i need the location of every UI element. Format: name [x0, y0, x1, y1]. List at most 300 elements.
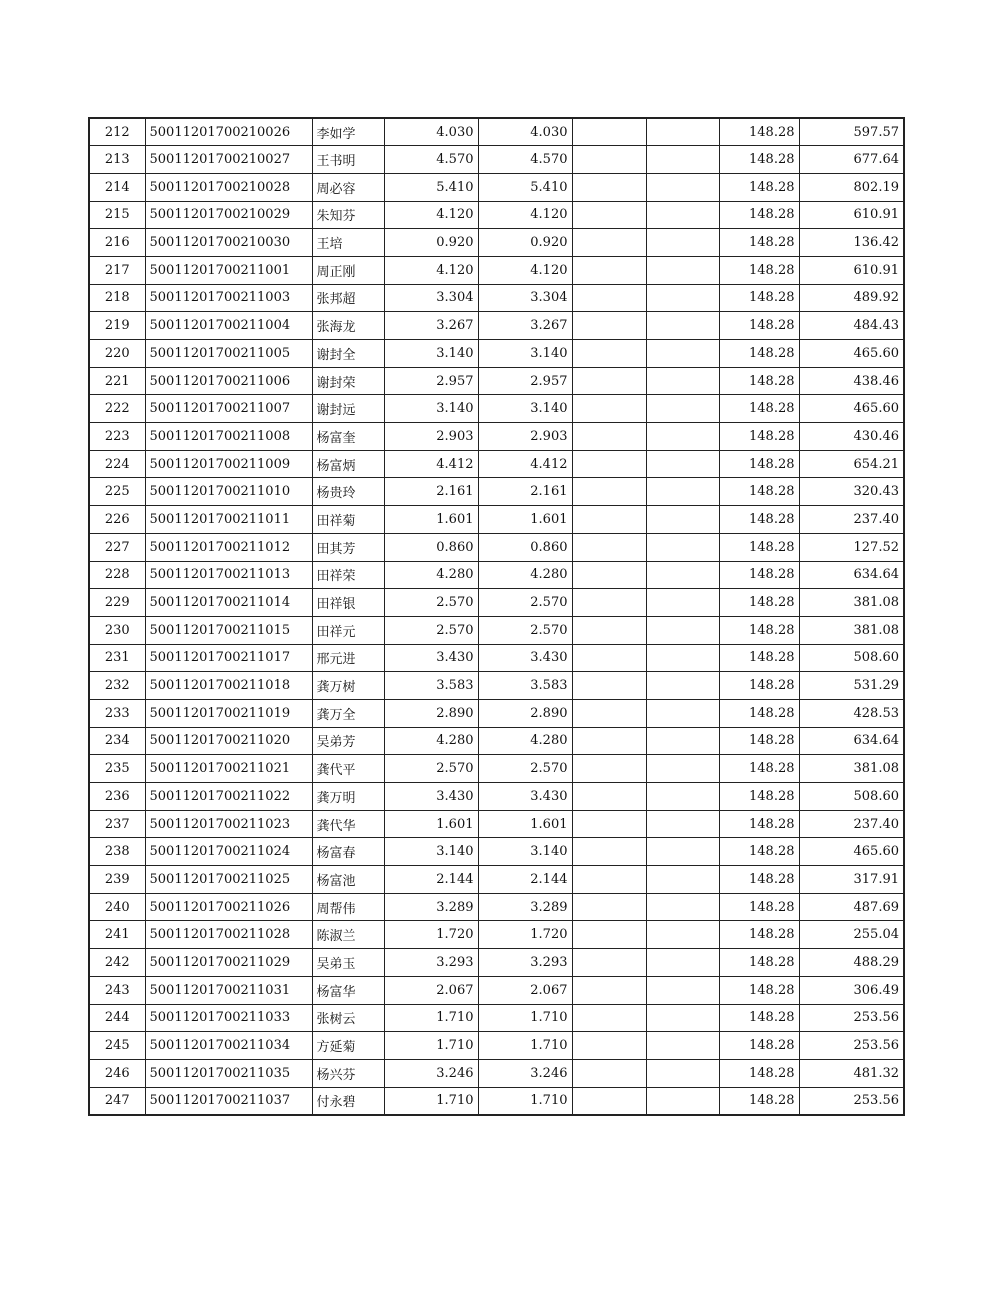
rate-cell: 148.28 — [719, 1004, 799, 1032]
blank-cell — [646, 838, 719, 866]
table-row — [89, 893, 904, 921]
confirmed-area-cell: 4.030 — [478, 118, 572, 146]
rate-cell: 148.28 — [719, 478, 799, 506]
area-cell: 2.570 — [384, 616, 478, 644]
blank-cell — [646, 644, 719, 672]
rate-cell: 148.28 — [719, 616, 799, 644]
confirmed-area-cell: 4.570 — [478, 146, 572, 174]
name-cell: 龚代华 — [312, 810, 384, 838]
name-cell: 杨富奎 — [312, 423, 384, 451]
amount-cell: 481.32 — [799, 1059, 904, 1087]
area-cell: 2.890 — [384, 699, 478, 727]
row-number-cell: 212 — [89, 118, 145, 146]
name-cell: 张海龙 — [312, 312, 384, 340]
area-cell: 2.067 — [384, 976, 478, 1004]
blank-cell — [572, 1004, 646, 1032]
account-id-cell: 50011201700210028 — [145, 173, 312, 201]
blank-cell — [646, 423, 719, 451]
account-id-cell: 50011201700211034 — [145, 1032, 312, 1060]
blank-cell — [572, 284, 646, 312]
table-row — [89, 340, 904, 368]
area-cell: 1.710 — [384, 1087, 478, 1115]
table-row — [89, 949, 904, 977]
confirmed-area-cell: 2.144 — [478, 866, 572, 894]
confirmed-area-cell: 1.720 — [478, 921, 572, 949]
area-cell: 3.289 — [384, 893, 478, 921]
table-row — [89, 1059, 904, 1087]
amount-cell: 488.29 — [799, 949, 904, 977]
blank-cell — [646, 284, 719, 312]
blank-cell — [646, 478, 719, 506]
blank-cell — [572, 423, 646, 451]
blank-cell — [572, 949, 646, 977]
blank-cell — [572, 478, 646, 506]
confirmed-area-cell: 4.120 — [478, 201, 572, 229]
area-cell: 3.140 — [384, 340, 478, 368]
account-id-cell: 50011201700210029 — [145, 201, 312, 229]
row-number-cell: 224 — [89, 450, 145, 478]
row-number-cell: 240 — [89, 893, 145, 921]
area-cell: 2.144 — [384, 866, 478, 894]
table-row — [89, 118, 904, 146]
row-number-cell: 246 — [89, 1059, 145, 1087]
blank-cell — [646, 893, 719, 921]
area-cell: 3.430 — [384, 644, 478, 672]
rate-cell: 148.28 — [719, 561, 799, 589]
row-number-cell: 216 — [89, 229, 145, 257]
area-cell: 1.710 — [384, 1032, 478, 1060]
blank-cell — [646, 118, 719, 146]
blank-cell — [572, 893, 646, 921]
table-row — [89, 478, 904, 506]
blank-cell — [572, 256, 646, 284]
amount-cell: 654.21 — [799, 450, 904, 478]
name-cell: 周正刚 — [312, 256, 384, 284]
blank-cell — [572, 699, 646, 727]
blank-cell — [646, 755, 719, 783]
confirmed-area-cell: 3.293 — [478, 949, 572, 977]
confirmed-area-cell: 2.890 — [478, 699, 572, 727]
name-cell: 付永碧 — [312, 1087, 384, 1115]
amount-cell: 381.08 — [799, 616, 904, 644]
table-row — [89, 672, 904, 700]
row-number-cell: 217 — [89, 256, 145, 284]
confirmed-area-cell: 1.710 — [478, 1032, 572, 1060]
blank-cell — [572, 229, 646, 257]
blank-cell — [646, 506, 719, 534]
area-cell: 1.710 — [384, 1004, 478, 1032]
name-cell: 吴弟玉 — [312, 949, 384, 977]
row-number-cell: 229 — [89, 589, 145, 617]
account-id-cell: 50011201700211026 — [145, 893, 312, 921]
blank-cell — [572, 755, 646, 783]
area-cell: 2.570 — [384, 589, 478, 617]
row-number-cell: 219 — [89, 312, 145, 340]
area-cell: 4.412 — [384, 450, 478, 478]
amount-cell: 237.40 — [799, 810, 904, 838]
rate-cell: 148.28 — [719, 921, 799, 949]
name-cell: 杨贵玲 — [312, 478, 384, 506]
confirmed-area-cell: 3.246 — [478, 1059, 572, 1087]
amount-cell: 430.46 — [799, 423, 904, 451]
account-id-cell: 50011201700211012 — [145, 533, 312, 561]
confirmed-area-cell: 3.289 — [478, 893, 572, 921]
row-number-cell: 232 — [89, 672, 145, 700]
rate-cell: 148.28 — [719, 1032, 799, 1060]
table-row — [89, 256, 904, 284]
blank-cell — [646, 256, 719, 284]
rate-cell: 148.28 — [719, 727, 799, 755]
blank-cell — [646, 672, 719, 700]
area-cell: 3.304 — [384, 284, 478, 312]
account-id-cell: 50011201700211022 — [145, 783, 312, 811]
blank-cell — [572, 810, 646, 838]
account-id-cell: 50011201700211005 — [145, 340, 312, 368]
account-id-cell: 50011201700211028 — [145, 921, 312, 949]
confirmed-area-cell: 2.067 — [478, 976, 572, 1004]
row-number-cell: 233 — [89, 699, 145, 727]
row-number-cell: 227 — [89, 533, 145, 561]
area-cell: 3.583 — [384, 672, 478, 700]
blank-cell — [572, 672, 646, 700]
rate-cell: 148.28 — [719, 672, 799, 700]
account-id-cell: 50011201700211013 — [145, 561, 312, 589]
row-number-cell: 218 — [89, 284, 145, 312]
amount-cell: 531.29 — [799, 672, 904, 700]
table-row — [89, 284, 904, 312]
amount-cell: 597.57 — [799, 118, 904, 146]
rate-cell: 148.28 — [719, 1087, 799, 1115]
blank-cell — [572, 340, 646, 368]
rate-cell: 148.28 — [719, 976, 799, 1004]
confirmed-area-cell: 2.903 — [478, 423, 572, 451]
rate-cell: 148.28 — [719, 284, 799, 312]
rate-cell: 148.28 — [719, 256, 799, 284]
blank-cell — [646, 921, 719, 949]
confirmed-area-cell: 2.570 — [478, 755, 572, 783]
blank-cell — [572, 367, 646, 395]
area-cell: 4.570 — [384, 146, 478, 174]
confirmed-area-cell: 3.430 — [478, 644, 572, 672]
table-row — [89, 921, 904, 949]
name-cell: 朱知芬 — [312, 201, 384, 229]
name-cell: 田祥菊 — [312, 506, 384, 534]
confirmed-area-cell: 2.957 — [478, 367, 572, 395]
account-id-cell: 50011201700211033 — [145, 1004, 312, 1032]
blank-cell — [646, 976, 719, 1004]
area-cell: 3.267 — [384, 312, 478, 340]
blank-cell — [646, 1004, 719, 1032]
area-cell: 4.120 — [384, 256, 478, 284]
blank-cell — [572, 533, 646, 561]
blank-cell — [572, 838, 646, 866]
area-cell: 4.120 — [384, 201, 478, 229]
amount-cell: 255.04 — [799, 921, 904, 949]
blank-cell — [572, 506, 646, 534]
rate-cell: 148.28 — [719, 450, 799, 478]
confirmed-area-cell: 3.267 — [478, 312, 572, 340]
table-row — [89, 423, 904, 451]
rate-cell: 148.28 — [719, 893, 799, 921]
row-number-cell: 237 — [89, 810, 145, 838]
amount-cell: 253.56 — [799, 1004, 904, 1032]
amount-cell: 465.60 — [799, 838, 904, 866]
table-row — [89, 146, 904, 174]
row-number-cell: 236 — [89, 783, 145, 811]
area-cell: 2.570 — [384, 755, 478, 783]
area-cell: 1.601 — [384, 810, 478, 838]
confirmed-area-cell: 1.601 — [478, 810, 572, 838]
name-cell: 周帮伟 — [312, 893, 384, 921]
blank-cell — [646, 146, 719, 174]
rate-cell: 148.28 — [719, 312, 799, 340]
table-row — [89, 561, 904, 589]
rate-cell: 148.28 — [719, 866, 799, 894]
confirmed-area-cell: 4.280 — [478, 727, 572, 755]
table-row — [89, 838, 904, 866]
rate-cell: 148.28 — [719, 838, 799, 866]
name-cell: 杨富炳 — [312, 450, 384, 478]
confirmed-area-cell: 2.570 — [478, 589, 572, 617]
blank-cell — [572, 727, 646, 755]
area-cell: 2.903 — [384, 423, 478, 451]
row-number-cell: 230 — [89, 616, 145, 644]
row-number-cell: 222 — [89, 395, 145, 423]
row-number-cell: 223 — [89, 423, 145, 451]
rate-cell: 148.28 — [719, 783, 799, 811]
confirmed-area-cell: 4.280 — [478, 561, 572, 589]
account-id-cell: 50011201700211018 — [145, 672, 312, 700]
confirmed-area-cell: 2.570 — [478, 616, 572, 644]
amount-cell: 508.60 — [799, 644, 904, 672]
blank-cell — [572, 561, 646, 589]
amount-cell: 381.08 — [799, 589, 904, 617]
rate-cell: 148.28 — [719, 810, 799, 838]
amount-cell: 610.91 — [799, 256, 904, 284]
blank-cell — [572, 921, 646, 949]
blank-cell — [646, 1087, 719, 1115]
amount-cell: 634.64 — [799, 561, 904, 589]
blank-cell — [646, 340, 719, 368]
amount-cell: 428.53 — [799, 699, 904, 727]
row-number-cell: 220 — [89, 340, 145, 368]
blank-cell — [572, 395, 646, 423]
area-cell: 2.957 — [384, 367, 478, 395]
area-cell: 4.280 — [384, 561, 478, 589]
amount-cell: 489.92 — [799, 284, 904, 312]
rate-cell: 148.28 — [719, 340, 799, 368]
blank-cell — [646, 866, 719, 894]
account-id-cell: 50011201700211006 — [145, 367, 312, 395]
account-id-cell: 50011201700210027 — [145, 146, 312, 174]
amount-cell: 610.91 — [799, 201, 904, 229]
area-cell: 3.140 — [384, 838, 478, 866]
row-number-cell: 239 — [89, 866, 145, 894]
name-cell: 王书明 — [312, 146, 384, 174]
table-row — [89, 395, 904, 423]
amount-cell: 317.91 — [799, 866, 904, 894]
rate-cell: 148.28 — [719, 229, 799, 257]
row-number-cell: 244 — [89, 1004, 145, 1032]
blank-cell — [572, 589, 646, 617]
confirmed-area-cell: 4.120 — [478, 256, 572, 284]
table-row — [89, 976, 904, 1004]
name-cell: 龚万树 — [312, 672, 384, 700]
confirmed-area-cell: 3.140 — [478, 395, 572, 423]
name-cell: 谢封远 — [312, 395, 384, 423]
rate-cell: 148.28 — [719, 506, 799, 534]
blank-cell — [572, 118, 646, 146]
account-id-cell: 50011201700211001 — [145, 256, 312, 284]
blank-cell — [572, 616, 646, 644]
amount-cell: 381.08 — [799, 755, 904, 783]
blank-cell — [646, 616, 719, 644]
name-cell: 王培 — [312, 229, 384, 257]
table-row — [89, 699, 904, 727]
rate-cell: 148.28 — [719, 367, 799, 395]
confirmed-area-cell: 0.860 — [478, 533, 572, 561]
table-row — [89, 1004, 904, 1032]
row-number-cell: 226 — [89, 506, 145, 534]
name-cell: 吴弟芳 — [312, 727, 384, 755]
table-row — [89, 201, 904, 229]
confirmed-area-cell: 0.920 — [478, 229, 572, 257]
area-cell: 3.430 — [384, 783, 478, 811]
name-cell: 谢封荣 — [312, 367, 384, 395]
area-cell: 3.246 — [384, 1059, 478, 1087]
name-cell: 周必容 — [312, 173, 384, 201]
blank-cell — [646, 589, 719, 617]
area-cell: 1.601 — [384, 506, 478, 534]
name-cell: 方延菊 — [312, 1032, 384, 1060]
table-row — [89, 755, 904, 783]
blank-cell — [572, 644, 646, 672]
row-number-cell: 214 — [89, 173, 145, 201]
table-row — [89, 644, 904, 672]
amount-cell: 320.43 — [799, 478, 904, 506]
table-row — [89, 506, 904, 534]
account-id-cell: 50011201700211009 — [145, 450, 312, 478]
blank-cell — [572, 976, 646, 1004]
account-id-cell: 50011201700211015 — [145, 616, 312, 644]
table-row — [89, 1032, 904, 1060]
name-cell: 张树云 — [312, 1004, 384, 1032]
confirmed-area-cell: 1.601 — [478, 506, 572, 534]
amount-cell: 136.42 — [799, 229, 904, 257]
confirmed-area-cell: 4.412 — [478, 450, 572, 478]
rate-cell: 148.28 — [719, 395, 799, 423]
account-id-cell: 50011201700211037 — [145, 1087, 312, 1115]
account-id-cell: 50011201700211004 — [145, 312, 312, 340]
blank-cell — [572, 866, 646, 894]
blank-cell — [646, 1032, 719, 1060]
confirmed-area-cell: 3.304 — [478, 284, 572, 312]
name-cell: 邢元进 — [312, 644, 384, 672]
area-cell: 3.293 — [384, 949, 478, 977]
blank-cell — [646, 949, 719, 977]
area-cell: 0.920 — [384, 229, 478, 257]
table-body — [89, 118, 904, 1115]
row-number-cell: 247 — [89, 1087, 145, 1115]
blank-cell — [646, 450, 719, 478]
name-cell: 谢封全 — [312, 340, 384, 368]
name-cell: 龚万明 — [312, 783, 384, 811]
name-cell: 田祥荣 — [312, 561, 384, 589]
amount-cell: 253.56 — [799, 1032, 904, 1060]
confirmed-area-cell: 2.161 — [478, 478, 572, 506]
name-cell: 田其芳 — [312, 533, 384, 561]
amount-cell: 253.56 — [799, 1087, 904, 1115]
blank-cell — [646, 699, 719, 727]
blank-cell — [646, 201, 719, 229]
blank-cell — [646, 1059, 719, 1087]
blank-cell — [646, 783, 719, 811]
account-id-cell: 50011201700211031 — [145, 976, 312, 1004]
table-row — [89, 450, 904, 478]
account-id-cell: 50011201700211025 — [145, 866, 312, 894]
name-cell: 田祥元 — [312, 616, 384, 644]
rate-cell: 148.28 — [719, 644, 799, 672]
confirmed-area-cell: 5.410 — [478, 173, 572, 201]
blank-cell — [646, 229, 719, 257]
blank-cell — [646, 727, 719, 755]
table-row — [89, 616, 904, 644]
account-id-cell: 50011201700210026 — [145, 118, 312, 146]
amount-cell: 634.64 — [799, 727, 904, 755]
amount-cell: 487.69 — [799, 893, 904, 921]
rate-cell: 148.28 — [719, 1059, 799, 1087]
amount-cell: 465.60 — [799, 340, 904, 368]
blank-cell — [572, 201, 646, 229]
name-cell: 龚万全 — [312, 699, 384, 727]
blank-cell — [572, 146, 646, 174]
name-cell: 杨富池 — [312, 866, 384, 894]
table-row — [89, 810, 904, 838]
table-row — [89, 173, 904, 201]
table-row — [89, 312, 904, 340]
area-cell: 1.720 — [384, 921, 478, 949]
confirmed-area-cell: 1.710 — [478, 1087, 572, 1115]
amount-cell: 508.60 — [799, 783, 904, 811]
name-cell: 杨富华 — [312, 976, 384, 1004]
account-id-cell: 50011201700211010 — [145, 478, 312, 506]
table-row — [89, 727, 904, 755]
name-cell: 杨富春 — [312, 838, 384, 866]
blank-cell — [572, 1032, 646, 1060]
account-id-cell: 50011201700211003 — [145, 284, 312, 312]
name-cell: 杨兴芬 — [312, 1059, 384, 1087]
row-number-cell: 231 — [89, 644, 145, 672]
blank-cell — [646, 561, 719, 589]
blank-cell — [572, 450, 646, 478]
account-id-cell: 50011201700211021 — [145, 755, 312, 783]
amount-cell: 306.49 — [799, 976, 904, 1004]
amount-cell: 465.60 — [799, 395, 904, 423]
row-number-cell: 228 — [89, 561, 145, 589]
confirmed-area-cell: 3.583 — [478, 672, 572, 700]
table-row — [89, 229, 904, 257]
row-number-cell: 242 — [89, 949, 145, 977]
account-id-cell: 50011201700211023 — [145, 810, 312, 838]
blank-cell — [646, 367, 719, 395]
name-cell: 龚代平 — [312, 755, 384, 783]
table-row — [89, 589, 904, 617]
row-number-cell: 225 — [89, 478, 145, 506]
blank-cell — [646, 810, 719, 838]
rate-cell: 148.28 — [719, 699, 799, 727]
account-id-cell: 50011201700211020 — [145, 727, 312, 755]
table-row — [89, 1087, 904, 1115]
